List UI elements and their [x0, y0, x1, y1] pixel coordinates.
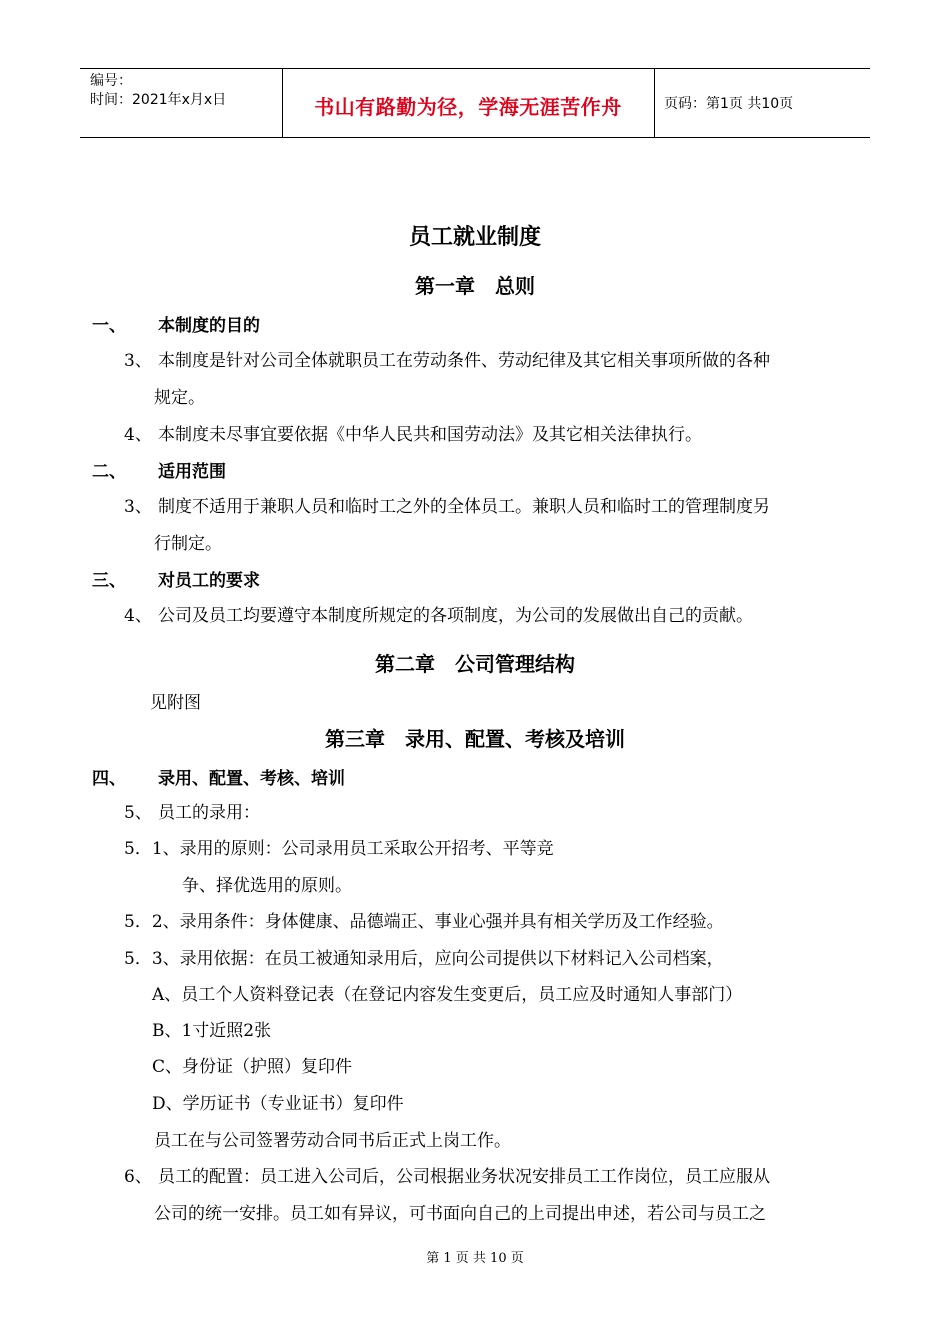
document-title: 员工就业制度: [408, 225, 541, 250]
paragraph-line: 制度不适用于兼职人员和临时工之外的全体员工。兼职人员和临时工的管理制度另: [158, 497, 770, 517]
item-number: 3、: [124, 497, 152, 517]
item-number: 4、: [124, 425, 152, 445]
paragraph-line: 争、择优选用的原则。: [182, 876, 352, 896]
section-number: 三、: [92, 571, 126, 591]
paragraph-line: 5．1、录用的原则：公司录用员工采取公开招考、平等竞: [124, 839, 554, 859]
section-title: 适用范围: [158, 462, 226, 482]
paragraph-line: 员工的录用：: [158, 803, 260, 823]
paragraph-line: 5．3、录用依据：在员工被通知录用后，应向公司提供以下材料记入公司档案，: [124, 949, 724, 969]
section-number: 二、: [92, 462, 126, 482]
paragraph-line: 本制度是针对公司全体就职员工在劳动条件、劳动纪律及其它相关事项所做的各种: [158, 351, 770, 371]
item-number: 4、: [124, 606, 152, 626]
item-number: 3、: [124, 351, 152, 371]
section-title: 本制度的目的: [158, 316, 260, 336]
header-divider: [654, 69, 655, 137]
paragraph-line: 本制度未尽事宜要依据《中华人民共和国劳动法》及其它相关法律执行。: [158, 425, 702, 445]
section-title: 对员工的要求: [158, 571, 260, 591]
paragraph-line: 公司及员工均要遵守本制度所规定的各项制度，为公司的发展做出自己的贡献。: [158, 606, 753, 626]
list-item: A、员工个人资料登记表（在登记内容发生变更后，员工应及时通知人事部门）: [152, 985, 743, 1005]
header-page-info: 页码：第1页 共10页: [664, 96, 794, 112]
section-number: 四、: [92, 769, 126, 789]
paragraph-line: 员工的配置：员工进入公司后，公司根据业务状况安排员工工作岗位，员工应服从: [158, 1167, 770, 1187]
chapter-heading: 第三章 录用、配置、考核及培训: [325, 727, 625, 751]
header-meta: [90, 72, 226, 110]
section-number: 一、: [92, 316, 126, 336]
paragraph-line: 员工在与公司签署劳动合同书后正式上岗工作。: [154, 1131, 511, 1151]
paragraph-line: 见附图: [150, 693, 201, 713]
paragraph-line: 公司的统一安排。员工如有异议，可书面向自己的上司提出申述，若公司与员工之: [154, 1204, 766, 1224]
page-footer: 第 1 页 共 10 页: [426, 1251, 524, 1266]
section-title: 录用、配置、考核、培训: [158, 769, 345, 789]
item-number: 5、: [124, 803, 152, 823]
header-motto: 书山有路勤为径，学海无涯苦作舟: [314, 95, 622, 119]
paragraph-line: 5．2、录用条件：身体健康、品德端正、事业心强并具有相关学历及工作经验。: [124, 912, 724, 932]
chapter-heading: 第二章 公司管理结构: [375, 652, 575, 676]
code-label: 编号：: [90, 73, 132, 89]
date-label: 时间：2021年x月x日: [90, 92, 227, 108]
chapter-heading: 第一章 总则: [415, 274, 535, 298]
list-item: C、身份证（护照）复印件: [152, 1057, 353, 1077]
item-number: 6、: [124, 1167, 152, 1187]
paragraph-line: 行制定。: [154, 534, 222, 554]
list-item: B、1寸近照2张: [152, 1021, 272, 1041]
paragraph-line: 规定。: [154, 388, 205, 408]
list-item: D、学历证书（专业证书）复印件: [152, 1094, 404, 1114]
document-header: [80, 68, 870, 138]
